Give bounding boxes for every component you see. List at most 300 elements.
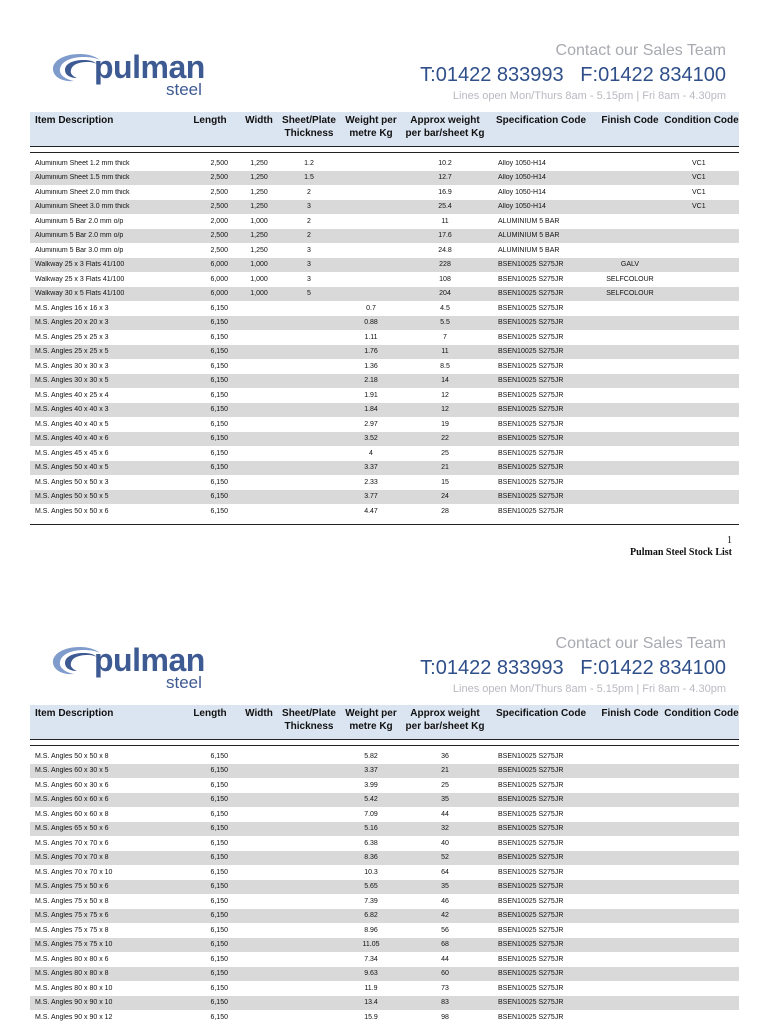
cell-approx-weight: 7 bbox=[443, 333, 447, 341]
cell-specification-code: BSEN10025 S275JR bbox=[498, 868, 564, 876]
cell-approx-weight: 108 bbox=[439, 275, 451, 283]
cell-specification-code: BSEN10025 S275JR bbox=[498, 391, 564, 399]
cell-length: 6,150 bbox=[210, 435, 228, 443]
header-thickness: Sheet/Plate Thickness bbox=[282, 708, 336, 732]
cell-length: 6,150 bbox=[210, 348, 228, 356]
cell-thickness: 2 bbox=[307, 188, 311, 196]
table-row bbox=[30, 156, 739, 171]
cell-length: 6,150 bbox=[210, 883, 228, 891]
cell-thickness: 1.5 bbox=[304, 174, 314, 182]
cell-specification-code: ALUMINIUM 5 BAR bbox=[498, 246, 560, 254]
table-row bbox=[30, 967, 739, 982]
cell-item-description: M.S. Angles 60 x 30 x 5 bbox=[35, 767, 109, 775]
cell-length: 6,000 bbox=[210, 290, 228, 298]
cell-length: 6,150 bbox=[210, 955, 228, 963]
cell-approx-weight: 83 bbox=[441, 999, 449, 1007]
cell-length: 6,150 bbox=[210, 810, 228, 818]
cell-item-description: M.S. Angles 70 x 70 x 8 bbox=[35, 854, 109, 862]
cell-length: 6,150 bbox=[210, 304, 228, 312]
table-row bbox=[30, 865, 739, 880]
table-row bbox=[30, 807, 739, 822]
cell-approx-weight: 5.5 bbox=[440, 319, 450, 327]
cell-length: 2,500 bbox=[210, 174, 228, 182]
cell-length: 6,150 bbox=[210, 464, 228, 472]
cell-item-description: M.S. Angles 70 x 70 x 10 bbox=[35, 868, 113, 876]
cell-item-description: Walkway 25 x 3 Flats 41/100 bbox=[35, 261, 125, 269]
cell-length: 6,150 bbox=[210, 507, 228, 515]
cell-length: 2,500 bbox=[210, 246, 228, 254]
contact-title: Contact our Sales Team bbox=[555, 635, 726, 652]
cell-approx-weight: 35 bbox=[441, 796, 449, 804]
cell-specification-code: BSEN10025 S275JR bbox=[498, 304, 564, 312]
cell-thickness: 2 bbox=[307, 217, 311, 225]
cell-item-description: M.S. Angles 50 x 50 x 8 bbox=[35, 752, 109, 760]
cell-approx-weight: 52 bbox=[441, 854, 449, 862]
cell-specification-code: BSEN10025 S275JR bbox=[498, 348, 564, 356]
cell-thickness: 3 bbox=[307, 246, 311, 254]
table-row bbox=[30, 490, 739, 505]
cell-specification-code: BSEN10025 S275JR bbox=[498, 999, 564, 1007]
cell-specification-code: BSEN10025 S275JR bbox=[498, 319, 564, 327]
cell-specification-code: BSEN10025 S275JR bbox=[498, 883, 564, 891]
cell-item-description: Aluminium 5 Bar 2.0 mm o/p bbox=[35, 232, 124, 240]
contact-title: Contact our Sales Team bbox=[555, 42, 726, 59]
cell-item-description: Walkway 25 x 3 Flats 41/100 bbox=[35, 275, 125, 283]
cell-length: 6,150 bbox=[210, 984, 228, 992]
cell-item-description: M.S. Angles 50 x 50 x 6 bbox=[35, 507, 109, 515]
cell-length: 6,150 bbox=[210, 493, 228, 501]
cell-specification-code: BSEN10025 S275JR bbox=[498, 897, 564, 905]
contact-phones: T:01422 833993 F:01422 834100 bbox=[420, 64, 726, 86]
cell-specification-code: BSEN10025 S275JR bbox=[498, 435, 564, 443]
cell-condition-code: VC1 bbox=[692, 159, 706, 167]
cell-item-description: Walkway 30 x 5 Flats 41/100 bbox=[35, 290, 125, 298]
header-finish-code: Finish Code bbox=[601, 115, 659, 126]
cell-length: 6,150 bbox=[210, 796, 228, 804]
header-weight-per-metre: Weight per metre Kg bbox=[345, 708, 397, 732]
cell-specification-code: BSEN10025 S275JR bbox=[498, 912, 564, 920]
header-width: Width bbox=[245, 115, 273, 126]
cell-weight-per-metre: 7.09 bbox=[364, 810, 378, 818]
cell-weight-per-metre: 11.9 bbox=[364, 984, 378, 992]
cell-item-description: M.S. Angles 60 x 30 x 6 bbox=[35, 781, 109, 789]
cell-weight-per-metre: 15.9 bbox=[364, 1013, 378, 1021]
cell-approx-weight: 12 bbox=[441, 406, 449, 414]
table-row bbox=[30, 880, 739, 895]
cell-approx-weight: 25.4 bbox=[438, 203, 452, 211]
cell-weight-per-metre: 3.37 bbox=[364, 767, 378, 775]
table-row bbox=[30, 923, 739, 938]
cell-length: 6,150 bbox=[210, 362, 228, 370]
cell-specification-code: BSEN10025 S275JR bbox=[498, 420, 564, 428]
cell-approx-weight: 228 bbox=[439, 261, 451, 269]
cell-weight-per-metre: 3.77 bbox=[364, 493, 378, 501]
cell-approx-weight: 25 bbox=[441, 449, 449, 457]
cell-approx-weight: 204 bbox=[439, 290, 451, 298]
cell-item-description: M.S. Angles 75 x 75 x 6 bbox=[35, 912, 109, 920]
cell-weight-per-metre: 2.97 bbox=[364, 420, 378, 428]
cell-length: 6,150 bbox=[210, 839, 228, 847]
cell-weight-per-metre: 4 bbox=[369, 449, 373, 457]
cell-specification-code: Alloy 1050-H14 bbox=[498, 203, 546, 211]
cell-weight-per-metre: 4.47 bbox=[364, 507, 378, 515]
cell-weight-per-metre: 9.63 bbox=[364, 970, 378, 978]
cell-weight-per-metre: 2.33 bbox=[364, 478, 378, 486]
cell-approx-weight: 21 bbox=[441, 464, 449, 472]
cell-item-description: Aluminium Sheet 1.5 mm thick bbox=[35, 174, 130, 182]
table-row bbox=[30, 822, 739, 837]
header-specification-code: Specification Code bbox=[495, 708, 586, 719]
cell-approx-weight: 64 bbox=[441, 868, 449, 876]
cell-length: 6,150 bbox=[210, 926, 228, 934]
cell-length: 6,150 bbox=[210, 333, 228, 341]
cell-length: 6,150 bbox=[210, 897, 228, 905]
cell-item-description: M.S. Angles 45 x 45 x 6 bbox=[35, 449, 109, 457]
cell-weight-per-metre: 1.11 bbox=[364, 333, 378, 341]
table-row bbox=[30, 894, 739, 909]
cell-item-description: M.S. Angles 50 x 50 x 3 bbox=[35, 478, 109, 486]
cell-specification-code: BSEN10025 S275JR bbox=[498, 261, 564, 269]
cell-approx-weight: 40 bbox=[441, 839, 449, 847]
cell-weight-per-metre: 13.4 bbox=[364, 999, 378, 1007]
cell-specification-code: BSEN10025 S275JR bbox=[498, 970, 564, 978]
cell-approx-weight: 24.8 bbox=[438, 246, 452, 254]
page-header bbox=[0, 0, 768, 112]
cell-specification-code: BSEN10025 S275JR bbox=[498, 941, 564, 949]
table-row bbox=[30, 952, 739, 967]
cell-approx-weight: 10.2 bbox=[438, 159, 452, 167]
cell-specification-code: Alloy 1050-H14 bbox=[498, 188, 546, 196]
cell-width: 1,250 bbox=[250, 232, 268, 240]
cell-approx-weight: 14 bbox=[441, 377, 449, 385]
cell-item-description: M.S. Angles 40 x 40 x 3 bbox=[35, 406, 109, 414]
cell-thickness: 5 bbox=[307, 290, 311, 298]
header-width: Width bbox=[245, 708, 273, 719]
cell-length: 6,150 bbox=[210, 406, 228, 414]
table-row bbox=[30, 243, 739, 258]
logo-subtitle: steel bbox=[166, 673, 202, 692]
cell-approx-weight: 17.6 bbox=[438, 232, 452, 240]
cell-width: 1,250 bbox=[250, 159, 268, 167]
cell-approx-weight: 8.5 bbox=[440, 362, 450, 370]
cell-width: 1,000 bbox=[250, 290, 268, 298]
cell-weight-per-metre: 5.82 bbox=[364, 752, 378, 760]
cell-item-description: M.S. Angles 40 x 40 x 5 bbox=[35, 420, 109, 428]
cell-width: 1,250 bbox=[250, 174, 268, 182]
cell-item-description: M.S. Angles 25 x 25 x 5 bbox=[35, 348, 109, 356]
cell-weight-per-metre: 1.36 bbox=[364, 362, 378, 370]
cell-weight-per-metre: 8.36 bbox=[364, 854, 378, 862]
cell-item-description: M.S. Angles 25 x 25 x 3 bbox=[35, 333, 109, 341]
table-bottom-rule bbox=[30, 524, 739, 525]
header-item-description: Item Description bbox=[35, 708, 114, 719]
cell-approx-weight: 4.5 bbox=[440, 304, 450, 312]
cell-weight-per-metre: 1.91 bbox=[364, 391, 378, 399]
cell-item-description: M.S. Angles 80 x 80 x 10 bbox=[35, 984, 113, 992]
logo-subtitle: steel bbox=[166, 80, 202, 99]
cell-item-description: M.S. Angles 80 x 80 x 6 bbox=[35, 955, 109, 963]
cell-specification-code: BSEN10025 S275JR bbox=[498, 507, 564, 515]
table-header bbox=[30, 705, 739, 740]
cell-weight-per-metre: 5.16 bbox=[364, 825, 378, 833]
cell-width: 1,000 bbox=[250, 261, 268, 269]
cell-approx-weight: 19 bbox=[441, 420, 449, 428]
cell-thickness: 3 bbox=[307, 275, 311, 283]
table-row bbox=[30, 461, 739, 476]
cell-approx-weight: 42 bbox=[441, 912, 449, 920]
table-row bbox=[30, 330, 739, 345]
cell-length: 6,150 bbox=[210, 941, 228, 949]
cell-specification-code: BSEN10025 S275JR bbox=[498, 955, 564, 963]
cell-item-description: M.S. Angles 20 x 20 x 3 bbox=[35, 319, 109, 327]
cell-length: 6,150 bbox=[210, 868, 228, 876]
cell-finish-code: SELFCOLOUR bbox=[606, 275, 654, 283]
table-row bbox=[30, 185, 739, 200]
cell-specification-code: BSEN10025 S275JR bbox=[498, 781, 564, 789]
cell-approx-weight: 46 bbox=[441, 897, 449, 905]
cell-specification-code: Alloy 1050-H14 bbox=[498, 174, 546, 182]
cell-weight-per-metre: 3.99 bbox=[364, 781, 378, 789]
cell-specification-code: BSEN10025 S275JR bbox=[498, 810, 564, 818]
page-header bbox=[0, 593, 768, 705]
cell-specification-code: BSEN10025 S275JR bbox=[498, 377, 564, 385]
cell-length: 6,150 bbox=[210, 478, 228, 486]
cell-item-description: M.S. Angles 60 x 60 x 6 bbox=[35, 796, 109, 804]
cell-approx-weight: 15 bbox=[441, 478, 449, 486]
cell-item-description: Aluminium 5 Bar 2.0 mm o/p bbox=[35, 217, 124, 225]
cell-item-description: M.S. Angles 16 x 16 x 3 bbox=[35, 304, 109, 312]
table-divider bbox=[30, 152, 739, 153]
cell-specification-code: BSEN10025 S275JR bbox=[498, 839, 564, 847]
cell-weight-per-metre: 10.3 bbox=[364, 868, 378, 876]
cell-item-description: M.S. Angles 60 x 60 x 8 bbox=[35, 810, 109, 818]
table-row bbox=[30, 388, 739, 403]
cell-thickness: 1.2 bbox=[304, 159, 314, 167]
cell-item-description: M.S. Angles 50 x 40 x 5 bbox=[35, 464, 109, 472]
cell-weight-per-metre: 1.84 bbox=[364, 406, 378, 414]
cell-length: 2,500 bbox=[210, 232, 228, 240]
cell-specification-code: ALUMINIUM 5 BAR bbox=[498, 232, 560, 240]
table-row bbox=[30, 778, 739, 793]
cell-specification-code: BSEN10025 S275JR bbox=[498, 926, 564, 934]
header-length: Length bbox=[193, 115, 227, 126]
cell-approx-weight: 22 bbox=[441, 435, 449, 443]
cell-specification-code: BSEN10025 S275JR bbox=[498, 333, 564, 341]
cell-approx-weight: 98 bbox=[441, 1013, 449, 1021]
header-item-description: Item Description bbox=[35, 115, 114, 126]
cell-length: 6,150 bbox=[210, 449, 228, 457]
cell-item-description: Aluminium Sheet 2.0 mm thick bbox=[35, 188, 130, 196]
cell-approx-weight: 21 bbox=[441, 767, 449, 775]
header-thickness: Sheet/Plate Thickness bbox=[282, 115, 336, 139]
stock-list-page-2 bbox=[0, 593, 768, 1024]
table-row bbox=[30, 345, 739, 360]
cell-thickness: 3 bbox=[307, 261, 311, 269]
header-weight-per-metre: Weight per metre Kg bbox=[345, 115, 397, 139]
cell-length: 6,150 bbox=[210, 999, 228, 1007]
cell-specification-code: BSEN10025 S275JR bbox=[498, 796, 564, 804]
table-row bbox=[30, 403, 739, 418]
cell-item-description: M.S. Angles 30 x 30 x 5 bbox=[35, 377, 109, 385]
cell-width: 1,250 bbox=[250, 246, 268, 254]
cell-length: 6,150 bbox=[210, 1013, 228, 1021]
cell-specification-code: BSEN10025 S275JR bbox=[498, 493, 564, 501]
cell-approx-weight: 44 bbox=[441, 955, 449, 963]
cell-approx-weight: 68 bbox=[441, 941, 449, 949]
cell-length: 6,000 bbox=[210, 261, 228, 269]
cell-item-description: M.S. Angles 90 x 90 x 12 bbox=[35, 1013, 113, 1021]
table-row bbox=[30, 446, 739, 461]
table-header bbox=[30, 112, 739, 147]
cell-length: 2,500 bbox=[210, 203, 228, 211]
table-row bbox=[30, 851, 739, 866]
table-row bbox=[30, 475, 739, 490]
table-row bbox=[30, 981, 739, 996]
cell-item-description: M.S. Angles 90 x 90 x 10 bbox=[35, 999, 113, 1007]
table-row bbox=[30, 316, 739, 331]
cell-specification-code: ALUMINIUM 5 BAR bbox=[498, 217, 560, 225]
pulman-logo bbox=[48, 44, 218, 104]
contact-phones: T:01422 833993 F:01422 834100 bbox=[420, 657, 726, 679]
cell-length: 6,150 bbox=[210, 391, 228, 399]
cell-length: 6,150 bbox=[210, 752, 228, 760]
cell-item-description: M.S. Angles 40 x 25 x 4 bbox=[35, 391, 109, 399]
cell-weight-per-metre: 7.34 bbox=[364, 955, 378, 963]
logo-wordmark: pulman bbox=[94, 49, 205, 85]
cell-approx-weight: 56 bbox=[441, 926, 449, 934]
cell-length: 6,150 bbox=[210, 970, 228, 978]
cell-condition-code: VC1 bbox=[692, 203, 706, 211]
cell-length: 6,150 bbox=[210, 854, 228, 862]
table-row bbox=[30, 417, 739, 432]
cell-item-description: Aluminium Sheet 1.2 mm thick bbox=[35, 159, 130, 167]
table-row bbox=[30, 938, 739, 953]
cell-weight-per-metre: 5.65 bbox=[364, 883, 378, 891]
table-row bbox=[30, 374, 739, 389]
cell-item-description: M.S. Angles 65 x 50 x 6 bbox=[35, 825, 109, 833]
header-condition-code: Condition Code bbox=[664, 115, 739, 126]
cell-weight-per-metre: 5.42 bbox=[364, 796, 378, 804]
cell-weight-per-metre: 0.7 bbox=[366, 304, 376, 312]
cell-approx-weight: 36 bbox=[441, 752, 449, 760]
table-row bbox=[30, 359, 739, 374]
cell-weight-per-metre: 8.96 bbox=[364, 926, 378, 934]
cell-approx-weight: 24 bbox=[441, 493, 449, 501]
cell-length: 6,150 bbox=[210, 825, 228, 833]
cell-width: 1,250 bbox=[250, 188, 268, 196]
cell-specification-code: BSEN10025 S275JR bbox=[498, 464, 564, 472]
cell-thickness: 2 bbox=[307, 232, 311, 240]
table-row bbox=[30, 836, 739, 851]
cell-approx-weight: 12 bbox=[441, 391, 449, 399]
cell-approx-weight: 11 bbox=[441, 348, 449, 356]
cell-length: 6,150 bbox=[210, 912, 228, 920]
cell-specification-code: BSEN10025 S275JR bbox=[498, 406, 564, 414]
table-row bbox=[30, 996, 739, 1011]
cell-item-description: M.S. Angles 75 x 50 x 6 bbox=[35, 883, 109, 891]
cell-weight-per-metre: 11.05 bbox=[362, 941, 380, 949]
cell-condition-code: VC1 bbox=[692, 188, 706, 196]
cell-specification-code: BSEN10025 S275JR bbox=[498, 752, 564, 760]
cell-width: 1,000 bbox=[250, 275, 268, 283]
cell-weight-per-metre: 1.76 bbox=[364, 348, 378, 356]
table-row bbox=[30, 749, 739, 764]
cell-specification-code: BSEN10025 S275JR bbox=[498, 449, 564, 457]
contact-hours: Lines open Mon/Thurs 8am - 5.15pm | Fri 8am - 4.30pm bbox=[452, 683, 726, 695]
cell-approx-weight: 44 bbox=[441, 810, 449, 818]
cell-approx-weight: 12.7 bbox=[438, 174, 452, 182]
cell-specification-code: BSEN10025 S275JR bbox=[498, 362, 564, 370]
cell-weight-per-metre: 3.37 bbox=[364, 464, 378, 472]
cell-approx-weight: 11 bbox=[441, 217, 449, 225]
cell-specification-code: BSEN10025 S275JR bbox=[498, 275, 564, 283]
cell-specification-code: BSEN10025 S275JR bbox=[498, 290, 564, 298]
cell-weight-per-metre: 0.88 bbox=[364, 319, 378, 327]
footer-title: Pulman Steel Stock List bbox=[630, 547, 732, 558]
cell-specification-code: BSEN10025 S275JR bbox=[498, 478, 564, 486]
table-row bbox=[30, 909, 739, 924]
cell-approx-weight: 35 bbox=[441, 883, 449, 891]
cell-item-description: M.S. Angles 50 x 50 x 5 bbox=[35, 493, 109, 501]
cell-item-description: M.S. Angles 70 x 70 x 6 bbox=[35, 839, 109, 847]
cell-specification-code: Alloy 1050-H14 bbox=[498, 159, 546, 167]
cell-condition-code: VC1 bbox=[692, 174, 706, 182]
cell-weight-per-metre: 7.39 bbox=[364, 897, 378, 905]
table-divider bbox=[30, 745, 739, 746]
cell-weight-per-metre: 6.82 bbox=[364, 912, 378, 920]
table-row bbox=[30, 301, 739, 316]
cell-length: 6,150 bbox=[210, 319, 228, 327]
table-row bbox=[30, 504, 739, 519]
contact-hours: Lines open Mon/Thurs 8am - 5.15pm | Fri 8am - 4.30pm bbox=[452, 90, 726, 102]
cell-item-description: M.S. Angles 75 x 75 x 10 bbox=[35, 941, 113, 949]
pulman-logo bbox=[48, 637, 218, 697]
table-body bbox=[30, 156, 739, 519]
table-row bbox=[30, 793, 739, 808]
cell-weight-per-metre: 3.52 bbox=[364, 435, 378, 443]
header-condition-code: Condition Code bbox=[664, 708, 739, 719]
header-finish-code: Finish Code bbox=[601, 708, 659, 719]
table-row bbox=[30, 272, 739, 287]
cell-approx-weight: 25 bbox=[441, 781, 449, 789]
cell-item-description: M.S. Angles 75 x 75 x 8 bbox=[35, 926, 109, 934]
cell-approx-weight: 28 bbox=[441, 507, 449, 515]
cell-item-description: M.S. Angles 40 x 40 x 6 bbox=[35, 435, 109, 443]
table-row bbox=[30, 287, 739, 302]
cell-specification-code: BSEN10025 S275JR bbox=[498, 854, 564, 862]
table-row bbox=[30, 171, 739, 186]
header-approx-weight: Approx weight per bar/sheet Kg bbox=[405, 708, 485, 732]
cell-approx-weight: 60 bbox=[441, 970, 449, 978]
cell-item-description: M.S. Angles 80 x 80 x 8 bbox=[35, 970, 109, 978]
cell-width: 1,000 bbox=[250, 217, 268, 225]
cell-length: 2,500 bbox=[210, 159, 228, 167]
cell-length: 6,150 bbox=[210, 420, 228, 428]
cell-item-description: M.S. Angles 30 x 30 x 3 bbox=[35, 362, 109, 370]
table-body bbox=[30, 749, 739, 1025]
cell-length: 6,150 bbox=[210, 377, 228, 385]
cell-length: 6,000 bbox=[210, 275, 228, 283]
cell-specification-code: BSEN10025 S275JR bbox=[498, 767, 564, 775]
logo-wordmark: pulman bbox=[94, 642, 205, 678]
cell-finish-code: GALV bbox=[620, 261, 640, 269]
cell-item-description: M.S. Angles 75 x 50 x 8 bbox=[35, 897, 109, 905]
header-approx-weight: Approx weight per bar/sheet Kg bbox=[405, 115, 485, 139]
table-row bbox=[30, 764, 739, 779]
cell-specification-code: BSEN10025 S275JR bbox=[498, 1013, 564, 1021]
table-row bbox=[30, 200, 739, 215]
table-row bbox=[30, 432, 739, 447]
